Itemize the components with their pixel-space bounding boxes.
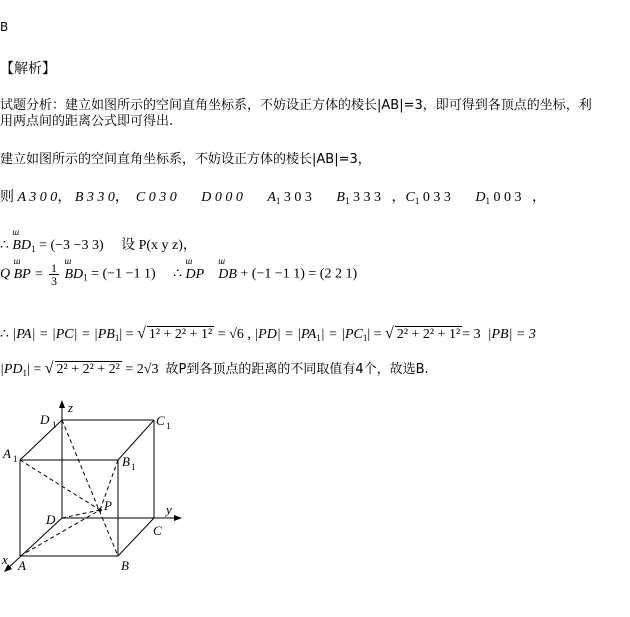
coord-C1: 0 3 3 [422,190,451,205]
label-y: y [166,502,172,517]
y-arrow [174,515,182,521]
point-p [98,508,102,512]
label-c1-sub: 1 [166,421,171,431]
segment-a-p [20,510,100,556]
set-p-text: 设 P(x y z)， [121,238,197,253]
label-b: B [121,558,129,573]
label-x: x [2,552,8,567]
coord-B1: 3 3 3 [352,190,381,205]
vector-dp: ш DP [186,267,205,283]
segment-a1-p [20,460,100,510]
diagonal-bd1 [62,420,118,556]
label-c1: C [156,413,165,428]
coord-C1-label: C [405,190,415,205]
coordinates-line: 则 A 3 0 0， B 3 3 0， C 0 3 0 D 0 0 0 $A_1$ 3 0 3 $B_1$ 3 3 3 ，$C_1$ 0 3 3 $D_1$ 0 0 3 ， [0,190,546,206]
label-a1: A [3,446,11,461]
conclusion-text: 故P到各顶点的距离的不同取值有4个，故选B. [165,362,429,377]
fraction-one-third: $\frac{1}{3}$ [50,261,57,288]
coord-A1: 3 0 3 [283,190,312,205]
dist-pb: |PB| = 3 [487,327,536,342]
dist-value-3: = 3 [462,327,481,342]
vector-bd1-line: ∴ ш $BD_1 = (-3 -3$ 3) 设 P(x y z)， [0,234,197,254]
label-a: A [18,558,26,573]
label-b1: B [122,454,130,469]
vector-bp-value: = (−1 −1 1) [91,266,156,282]
section-heading: 【解析】 [0,61,56,77]
radicand-1: 1² + 2² + 1² [148,327,213,342]
analysis-text: 试题分析：建立如图所示的空间直角坐标系，不妨设正方体的棱长|AB|=3，即可得到各顶点的坐标，利 [0,98,592,113]
dist-pc1: | = |PC [320,327,363,342]
label-p: P [104,498,112,513]
dist-value-sqrt6: = √6 , [217,327,251,342]
edge-b-c [118,518,154,556]
dist-pa-pc-pb1: |PA| = |PC| = |PB [12,327,115,342]
analysis-text-cont: 用两点间的距离公式即可得出. [0,114,174,129]
coord-D: D 0 0 0 [201,190,243,205]
dist-pd-pa1: |PD| = |PA [254,327,317,342]
cube-figure [0,398,200,578]
distances-line-1: ∴ $|PA| = |PC| = |PB_1|$ = √ 1² + 2² + 1² = √6 , $|PD| = |PA_1| = |PC_1|$ = √ 2² + 2² + 1² = 3 |PB| = 3 [0,325,536,343]
label-d1-sub: 1 [52,420,57,430]
label-d1: D [40,412,50,427]
dist-pd1: |PD [0,362,23,377]
coord-A: A 3 0 0 [17,190,58,205]
segment-d-p [62,510,100,518]
label-b1-sub: 1 [131,462,136,472]
vector-bd1: ш BD [12,238,31,254]
distances-line-2: $|PD_1|$ = √ 2² + 2² + 2² = 2√3 故P到各顶点的距离的不同取值有4个，故选B. [0,360,429,378]
label-c: C [153,523,162,538]
radicand-2: 2² + 2² + 1² [396,327,461,342]
label-d: D [46,512,56,527]
vector-bp: ш BP = [14,267,44,283]
coord-C: C 0 3 0 [135,190,177,205]
label-a1-sub: 1 [13,454,18,464]
vector-dp-value: + (−1 −1 1) = (2 2 1) [240,266,358,282]
answer-letter: B [0,20,9,34]
setup-text: 建立如图所示的空间直角坐标系，不妨设正方体的棱长|AB|=3， [0,152,371,167]
vector-db: ш DB [218,267,237,283]
radicand-3: 2² + 2² + 2² [56,362,120,377]
z-arrow [59,400,65,408]
vector-bp-line: Q ш BP = $\frac{1}{3}$ ш $BD_1 = (-1 -1$ 1) ∴ ш DP ш DB + (−1 −1 1) = (2 2 1) [0,262,357,287]
coord-prefix: 则 [0,190,14,205]
label-z: z [68,400,74,415]
vector-bd1-2: ш BD [64,267,83,283]
coord-B: B 3 3 0 [74,190,115,205]
vector-bd1-value: = (−3 −3 3) [39,238,104,253]
coord-D1: 0 0 3 [493,190,522,205]
dist-value-2sqrt3: = 2√3 [125,362,159,377]
